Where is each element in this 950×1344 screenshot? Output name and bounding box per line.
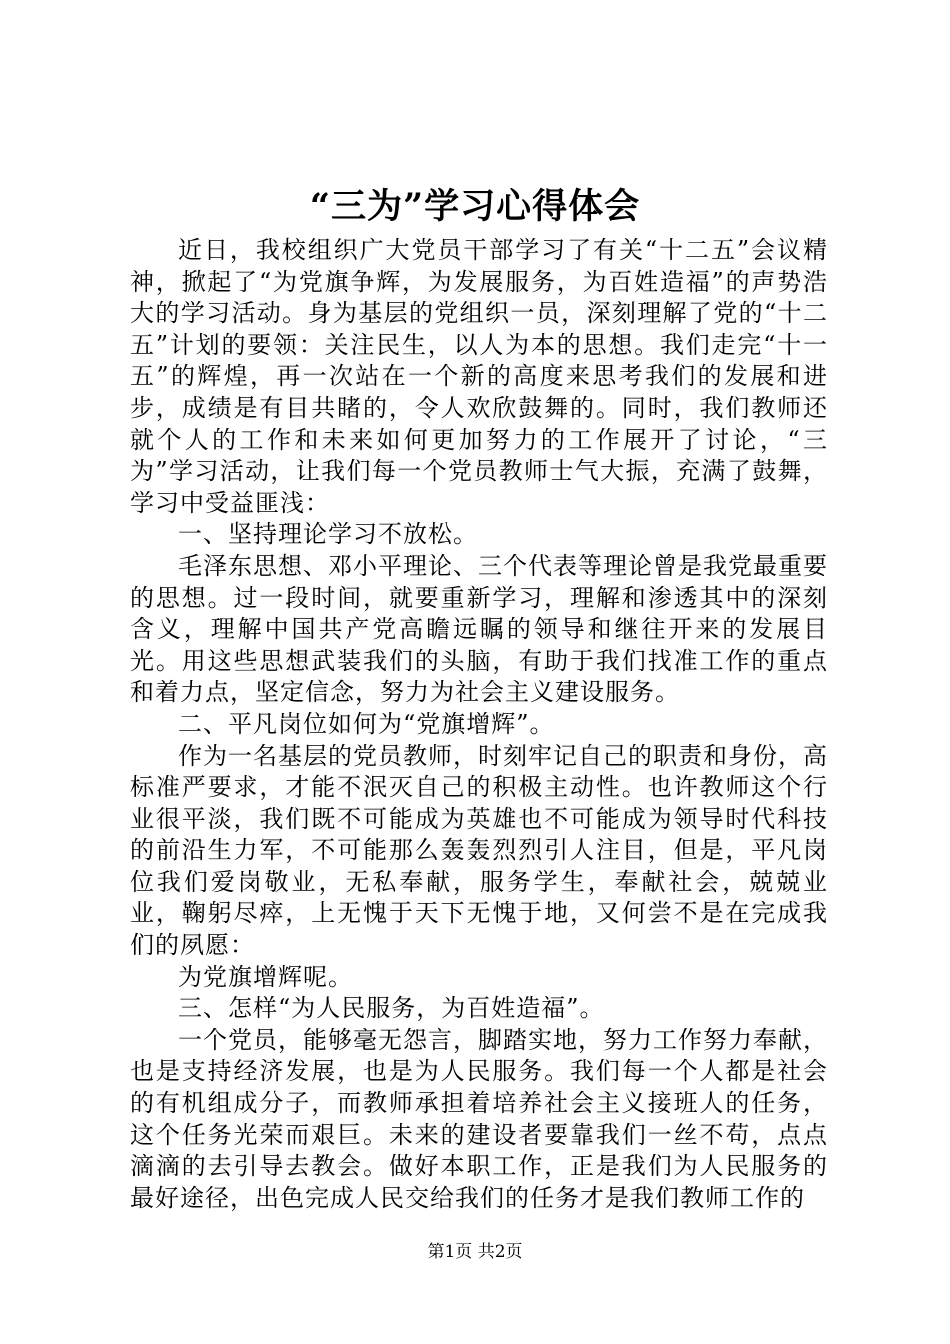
section-heading-2: 二、平凡岗位如何为“党旗增辉”。 xyxy=(178,709,555,738)
paragraph-intro: 近日，我校组织广大党员干部学习了有关“十二五”会议精神，掀起了“为党旗争辉，为发展服务，为百姓造福”的声势浩大的学习活动。身为基层的党组织一员，深刻理解了党的“十二五”计划的要领：关注民生，以人为本的思想。我们走完“十一五”的辉煌，再一次站在一个新的高度来思考我们的发展和进步，成绩是有目共睹的，令人欢欣鼓舞的。同时，我们教师还就个人的工作和未来如何更加努力的工作展开了讨论，“三为”学习活动，让我们每一个党员教师士气大振，充满了鼓舞，学习中受益匪浅： xyxy=(130,236,828,517)
document-body xyxy=(130,235,828,1214)
paragraph-section-2: 作为一名基层的党员教师，时刻牢记自己的职责和身份，高标准严要求，才能不泯灭自己的积极主动性。也许教师这个行业很平淡，我们既不可能成为英雄也不可能成为领导时代科技的前沿生力军，不可能那么轰轰烈烈引人注目，但是，平凡岗位我们爱岗敬业，无私奉献，服务学生，奉献社会，兢兢业业，鞠躬尽瘁，上无愧于天下无愧于地，又何尝不是在完成我们的夙愿： xyxy=(130,741,828,960)
section-heading-3: 三、怎样“为人民服务，为百姓造福”。 xyxy=(178,994,605,1023)
paragraph-section-2-end: 为党旗增辉呢。 xyxy=(178,962,353,991)
paragraph-section-1: 毛泽东思想、邓小平理论、三个代表等理论曾是我党最重要的思想。过一段时间，就要重新学习，理解和渗透其中的深刻含义，理解中国共产党高瞻远瞩的领导和继往开来的发展目光。用这些思想武装我们的头脑，有助于我们找准工作的重点和着力点，坚定信念，努力为社会主义建设服务。 xyxy=(130,551,828,707)
section-heading-1: 一、坚持理论学习不放松。 xyxy=(178,520,478,549)
paragraph-section-3: 一个党员，能够毫无怨言，脚踏实地，努力工作努力奉献，也是支持经济发展，也是为人民服务。我们每一个人都是社会的有机组成分子，而教师承担着培养社会主义接班人的任务，这个任务光荣而艰巨。未来的建设者要靠我们一丝不苟，点点滴滴的去引导去教会。做好本职工作，正是我们为人民服务的最好途径，出色完成人民交给我们的任务才是我们教师工作的 xyxy=(130,1025,828,1212)
document-title: “三为”学习心得体会 xyxy=(309,186,641,227)
page-number-footer: 第1页 共2页 xyxy=(427,1242,523,1262)
